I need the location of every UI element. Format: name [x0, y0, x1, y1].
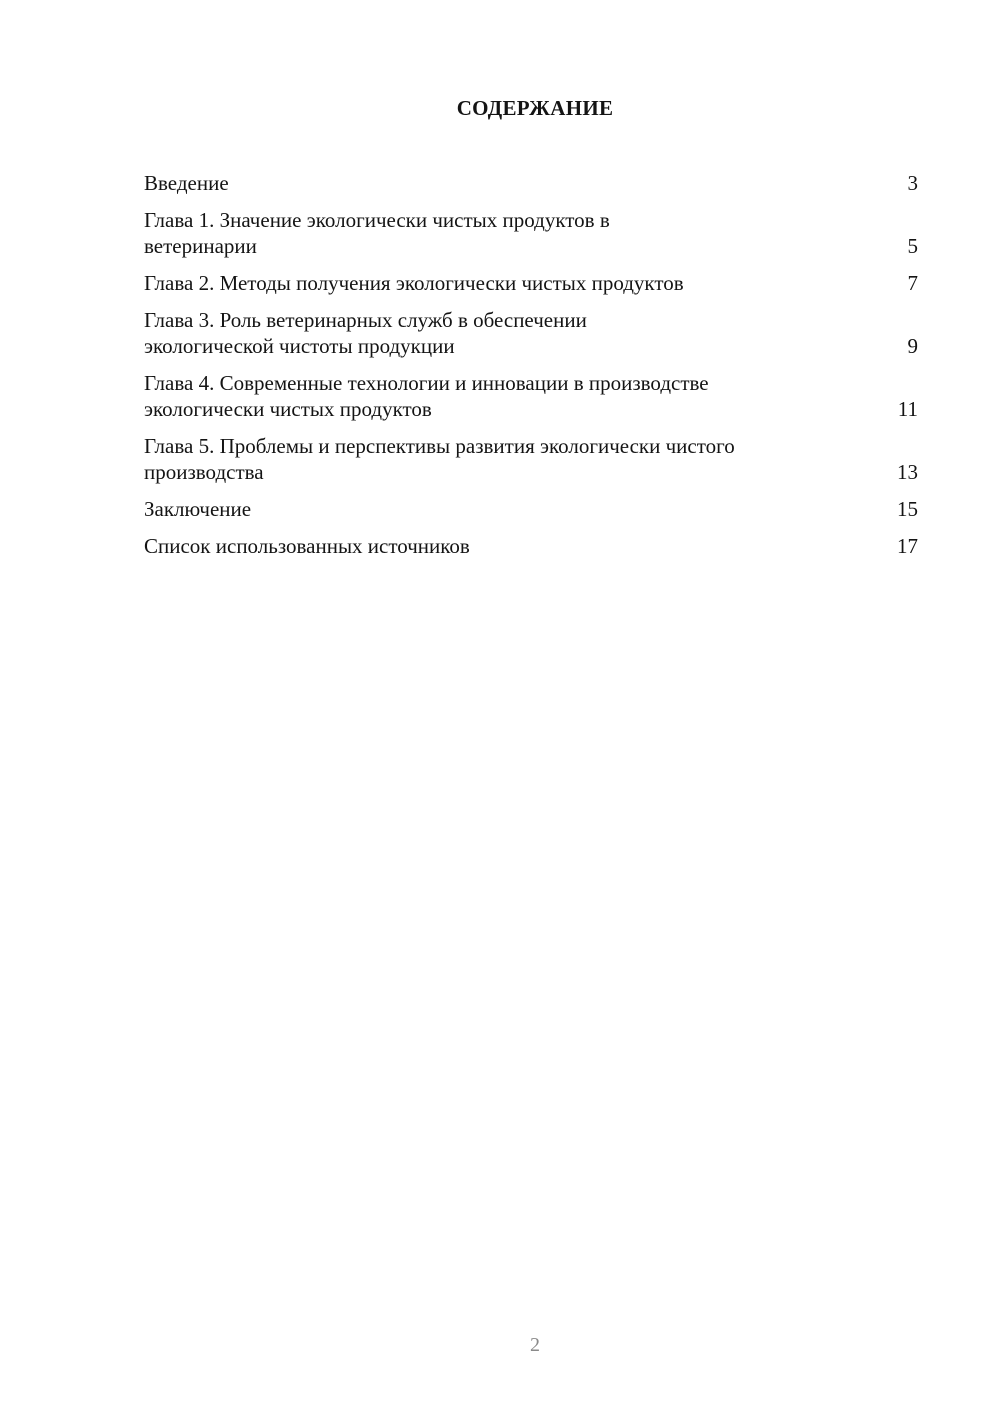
- toc-title: СОДЕРЖАНИЕ: [456, 96, 614, 120]
- toc-entry-introduction: [144, 170, 918, 196]
- toc-entry-chapter-5: [144, 433, 918, 485]
- toc-entry-chapter-3: [144, 307, 918, 359]
- toc-entry-text: Глава 3. Роль ветеринарных служб в обеспечении экологической чистоты продукции: [144, 308, 587, 358]
- toc-entry-page: 9: [907, 334, 918, 358]
- toc-entry-page: 3: [907, 171, 918, 195]
- toc-entry-references: [144, 533, 918, 559]
- toc-entry-page: 15: [897, 497, 918, 521]
- toc-entry-text: Заключение: [144, 497, 252, 521]
- toc-entry-text: Глава 4. Современные технологии и инновации в производстве экологически чистых продуктов: [144, 371, 709, 421]
- toc-entry-page: 5: [907, 234, 918, 258]
- table-of-contents: [144, 170, 918, 559]
- toc-entry-text: Глава 5. Проблемы и перспективы развития экологически чистого производства: [144, 434, 735, 484]
- toc-entry-chapter-2: [144, 270, 918, 296]
- toc-entry-text: Глава 1. Значение экологически чистых продуктов в ветеринарии: [144, 208, 610, 258]
- toc-entry-text: Список использованных источников: [144, 534, 470, 558]
- toc-entry-text: Введение: [144, 171, 229, 195]
- toc-entry-page: 17: [897, 534, 918, 558]
- toc-entry-page: 11: [897, 397, 918, 421]
- toc-entry-page: 7: [907, 271, 918, 295]
- toc-entry-conclusion: [144, 496, 918, 522]
- toc-entry-chapter-1: [144, 207, 918, 259]
- toc-entry-page: 13: [897, 460, 918, 484]
- toc-entry-text: Глава 2. Методы получения экологически чистых продуктов: [144, 271, 684, 295]
- page-number: 2: [530, 1334, 540, 1356]
- toc-entry-chapter-4: [144, 370, 918, 422]
